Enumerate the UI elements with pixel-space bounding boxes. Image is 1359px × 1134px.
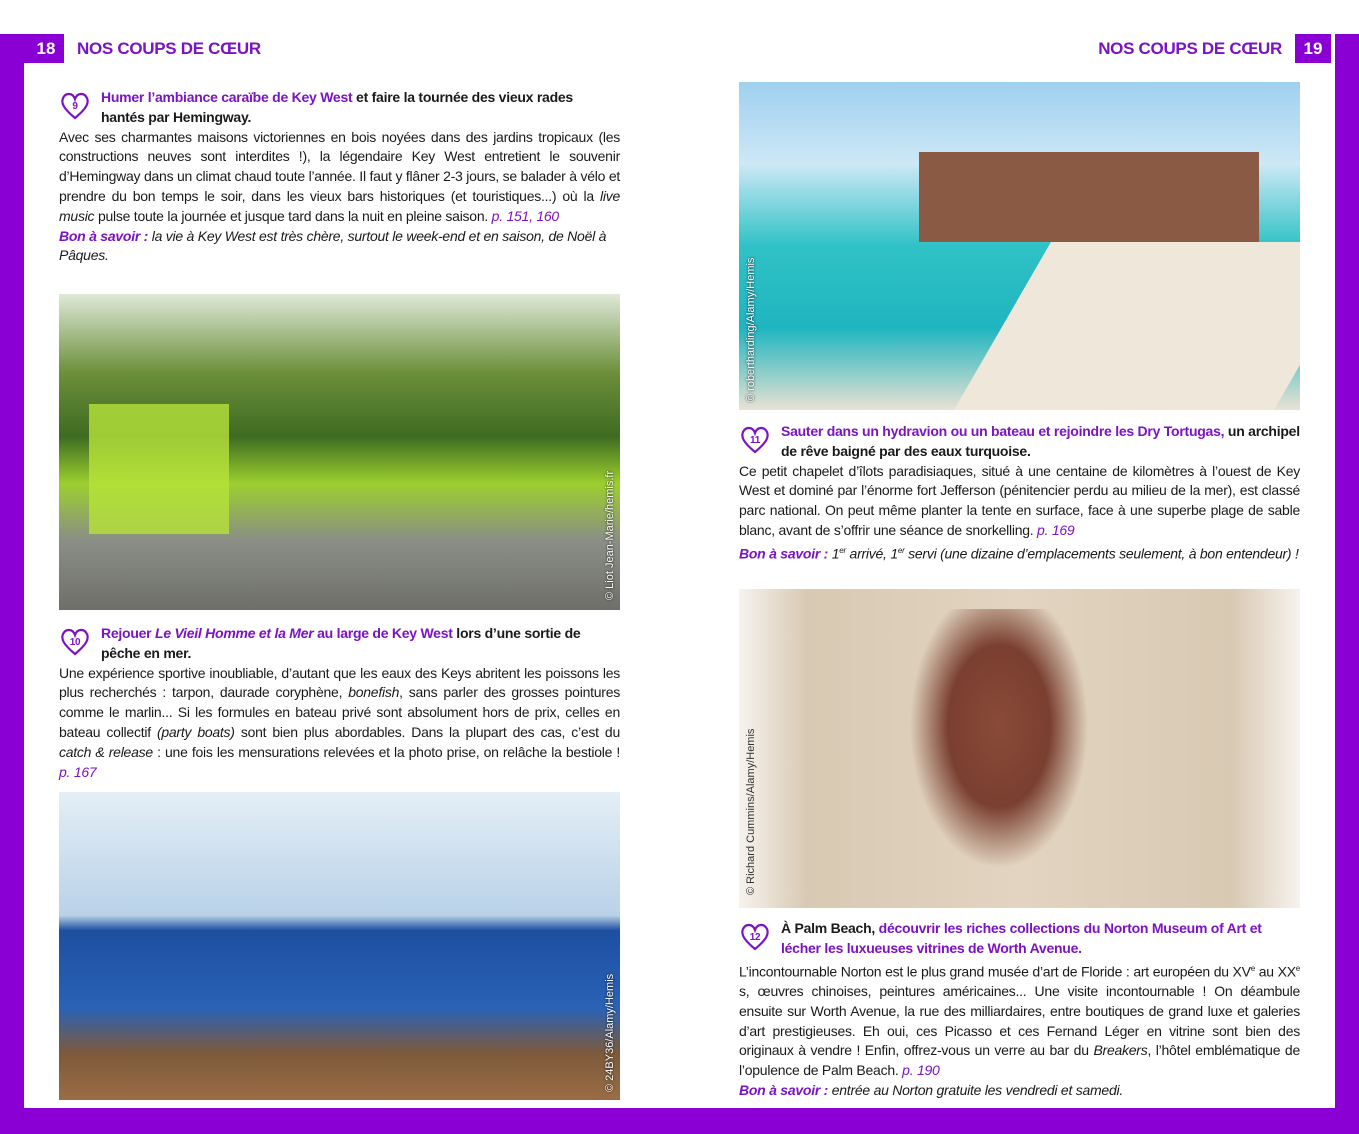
- photo-credit: © robertharding/Alamy/Hemis: [745, 257, 757, 402]
- heart-icon: [59, 91, 91, 121]
- left-border: [0, 34, 24, 1134]
- heart-icon: [59, 627, 91, 657]
- item-body: L’incontournable Norton est le plus grand musée d’art de Floride : art européen du XVe au XXe s, œuvres chinoises, peintures américaines... Une visite incontournable ! On déambule ensuite sur Worth Avenue, la rue des milliardaires, entre boutiques de grand luxe et galeries d’art prestigieuses. Eh oui, ces Picasso et ces Fernand Léger en vitrine sont bien des originaux à vendre ! Enfin, offrez-vous un verre au bar du Breakers, l’hôtel emblématique de l’opulence de Palm Beach. p. 190: [739, 963, 1300, 1079]
- item-title: 12 À Palm Beach, découvrir les riches collections du Norton Museum of Art et lécher les luxueuses vitrines de Worth Avenue.: [739, 919, 1300, 959]
- page-reference: p. 167: [59, 763, 97, 780]
- page-reference: p. 169: [1037, 521, 1075, 538]
- item-body: Une expérience sportive inoubliable, d’autant que les eaux des Keys abritent les poissons les plus recherchés : tarpon, daurade coryphène, bonefish, sans parler des grosses pointures comme le marlin... Si les formules en bateau privé sont absolument hors de prix, celles en bateau collectif (party boats) sont bien plus abordables. Dans la plupart des cas, c’est du catch & release : une fois les mensurations relevées et la photo prise, on relâche la bestiole ! p. 167: [59, 664, 621, 780]
- photo-credit: © 24BY36/Alamy/Hemis: [604, 973, 616, 1092]
- right-border: [1335, 34, 1359, 1134]
- svg-text:12: 12: [749, 932, 761, 943]
- photo-fishing-boat: [59, 792, 620, 1100]
- tip: Bon à savoir : 1er arrivé, 1er servi (une dizaine d’emplacements seulement, à bon entendeur) !: [739, 545, 1299, 562]
- photo-norton-museum-sculpture: [739, 589, 1300, 908]
- item-12: [739, 919, 1300, 1101]
- photo-key-west-street: [59, 294, 620, 610]
- item-title: 9 Humer l’ambiance caraïbe de Key West et faire la tournée des vieux rades hantés par Hemingway.: [59, 88, 620, 128]
- page-reference: p. 190: [902, 1062, 940, 1079]
- heart-icon: [739, 425, 771, 455]
- svg-text:9: 9: [72, 101, 78, 112]
- tip: Bon à savoir : entrée au Norton gratuite les vendredi et samedi.: [739, 1082, 1123, 1099]
- header-left: NOS COUPS DE CŒUR: [77, 39, 261, 58]
- svg-text:11: 11: [749, 435, 761, 446]
- item-9: [59, 88, 620, 266]
- photo-credit: © Richard Cummins/Alamy/Hemis: [745, 728, 757, 895]
- page-number-left: 18: [28, 34, 64, 63]
- photo-dry-tortugas: [739, 82, 1300, 410]
- item-body: Ce petit chapelet d’îlots paradisiaques, situé à une centaine de kilomètres à l’ouest de Key West et dominé par l’énorme fort Jefferson (pénitencier perdu au milieu de la mer), est classé parc national. On peut même planter la tente en surface, face à une superbe plage de sable blanc, avant de s’offrir une séance de snorkelling. p. 169: [739, 462, 1300, 538]
- item-11: [739, 422, 1300, 564]
- header-right: NOS COUPS DE CŒUR: [1098, 39, 1282, 58]
- item-title: 11 Sauter dans un hydravion ou un bateau et rejoindre les Dry Tortugas, un archipel de rêve baigné par des eaux turquoise.: [739, 422, 1300, 462]
- svg-text:10: 10: [69, 637, 81, 648]
- item-10: [59, 624, 620, 782]
- tip: Bon à savoir : la vie à Key West est très chère, surtout le week-end et en saison, de Noël à Pâques.: [59, 227, 607, 264]
- heart-icon: [739, 922, 771, 952]
- page-number-right: 19: [1295, 34, 1331, 63]
- item-title: 10 Rejouer Le Vieil Homme et la Mer au large de Key West lors d’une sortie de pêche en mer.: [59, 624, 620, 664]
- item-body: Avec ses charmantes maisons victoriennes en bois noyées dans des jardins tropicaux (les constructions neuves sont interdites !), la légendaire Key West entretient le souvenir d’Hemingway dans un climat chaud toute l’année. Il faut y flâner 2-3 jours, se balader à vélo et prendre du bon temps le soir, dans les vieux bars historiques (et touristiques...) où la live music pulse toute la journée et jusque tard dans la nuit en pleine saison. p. 151, 160: [59, 128, 620, 224]
- left-header-band: [0, 34, 28, 63]
- bottom-border: [0, 1108, 1359, 1134]
- page-reference: p. 151, 160: [491, 207, 559, 224]
- photo-credit: © Liot Jean-Marie/hemis.fr: [604, 470, 616, 600]
